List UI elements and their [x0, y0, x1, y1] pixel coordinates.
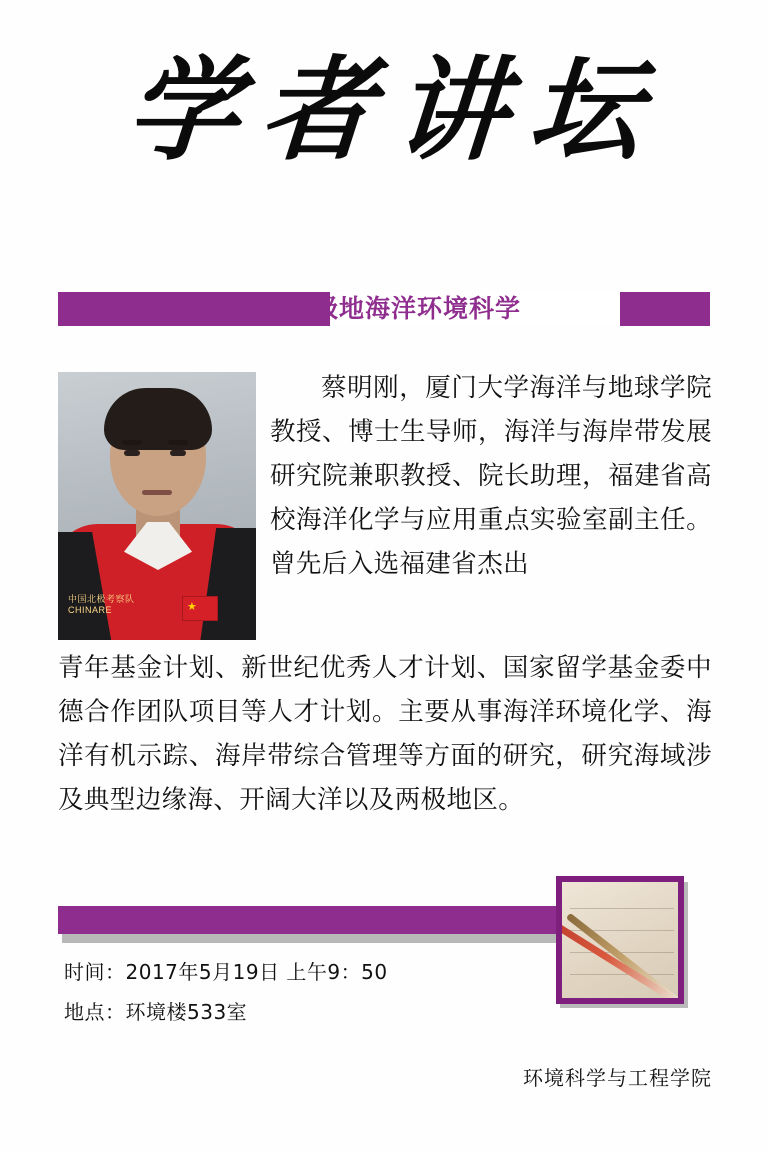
event-info: [64, 952, 388, 1032]
event-time: 时间：2017年5月19日 上午9：50: [64, 960, 388, 984]
lecture-subtitle: 极地海洋环境科学: [312, 294, 521, 323]
photo-badge: [68, 594, 135, 616]
photo-eye-right: [170, 450, 186, 456]
pencil-icon: [566, 913, 678, 998]
china-flag-icon: [182, 596, 218, 621]
speaker-photo: [58, 372, 256, 640]
photo-mouth: [142, 490, 172, 495]
paper-rule-4: [570, 974, 674, 975]
decorative-pens-image: [556, 876, 684, 1004]
page-title: 学者讲坛: [122, 45, 668, 176]
photo-hair: [104, 388, 212, 450]
bottom-purple-bar: [58, 906, 558, 934]
photo-brow-right: [168, 440, 188, 445]
bottom-bar-shadow: [62, 934, 562, 943]
poster-title-area: [0, 45, 768, 176]
decorative-frame-shadow-right: [684, 882, 688, 1008]
event-place: 地点：环境楼533室: [64, 1000, 248, 1024]
decorative-image-inner: [562, 882, 678, 998]
photo-brow-left: [122, 440, 142, 445]
flag-star: ★: [187, 601, 197, 613]
photo-badge-line-1: 中国北极考察队: [68, 594, 135, 604]
organizer-label: 环境科学与工程学院: [523, 1066, 712, 1090]
paper-rule-1: [570, 908, 674, 909]
photo-badge-line-2: CHINARE: [68, 605, 113, 615]
bio-paragraph-bottom: 青年基金计划、新世纪优秀人才计划、国家留学基金委中德合作团队项目等人才计划。主要从事海洋环境化学、海洋有机示踪、海岸带综合管理等方面的研究，研究海域涉及典型边缘海、开阔大洋以及两极地区。: [58, 653, 712, 815]
bio-paragraph-top: 蔡明刚，厦门大学海洋与地球学院教授、博士生导师，海洋与海岸带发展研究院兼职教授、院长助理，福建省高校海洋化学与应用重点实验室副主任。曾先后入选福建省杰出: [270, 373, 712, 579]
photo-eye-left: [124, 450, 140, 456]
decorative-frame-shadow-bottom: [560, 1004, 688, 1008]
